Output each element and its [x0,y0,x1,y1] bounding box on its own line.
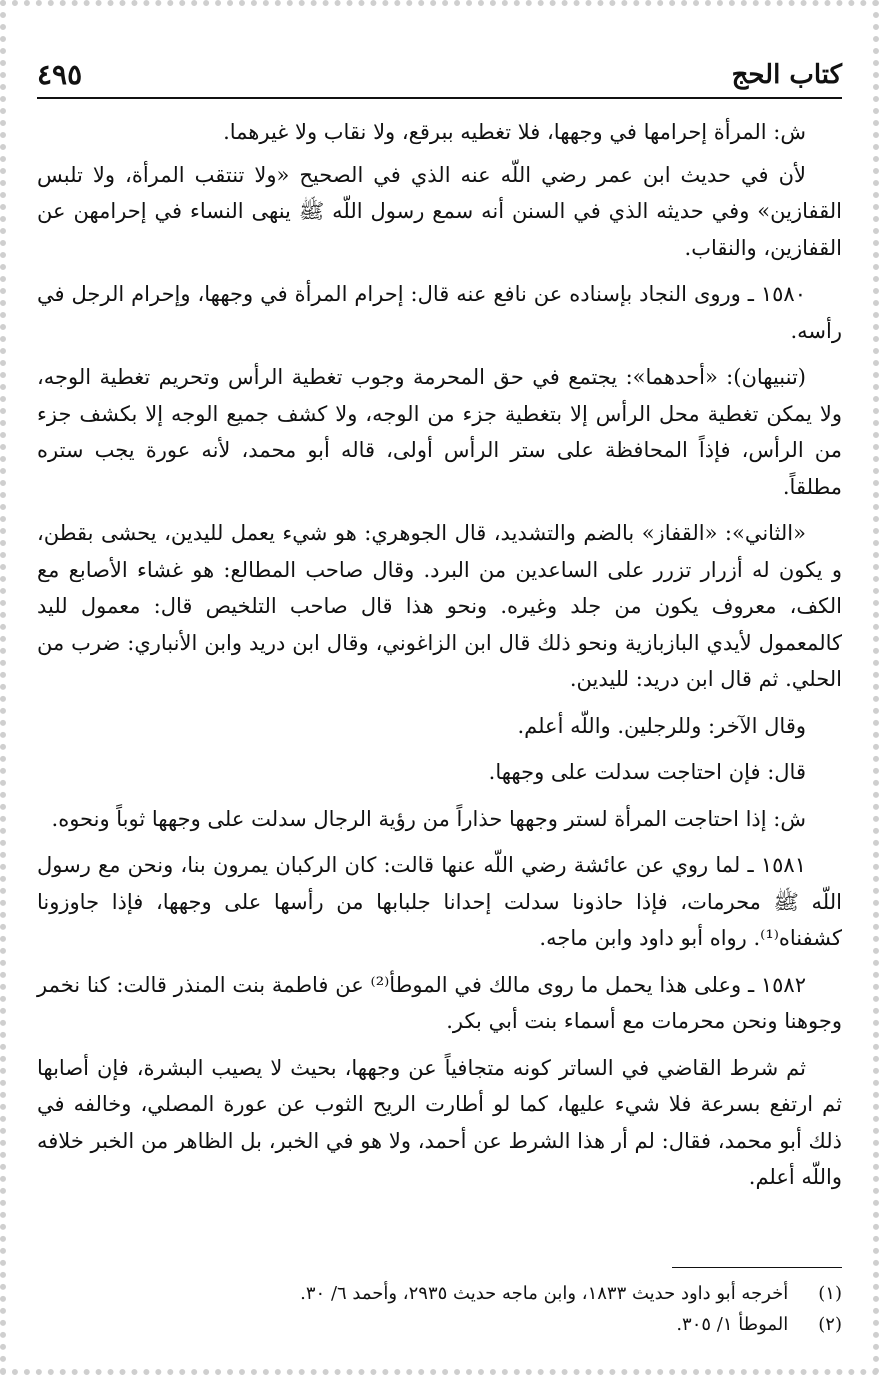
chapter-title: كتاب الحج [731,60,842,90]
paragraph-6: وقال الآخر: وللرجلين. واللّه أعلم. [517,713,806,738]
paragraph-9: ١٥٨١ ـ لما روي عن عائشة رضي اللّه عنها قالت: كان الركبان يمرون بنا، ونحن مع رسول اللّه ﷺ محرمات، فإذا حاذونا سدلت إحدانا جلبابها من رأسها على وجهها، فإذا جاوزونا كشفناه⁽¹⁾. رواه أبو داود وابن ماجه. [37,853,842,950]
page-header [37,56,842,96]
page-number: ٤٩٥ [37,58,83,91]
paragraph-2: لأن في حديث ابن عمر رضي اللّه عنه الذي في الصحيح «ولا تنتقب المرأة، ولا تلبس القفازين» وفي حديثه الذي في السنن أنه سمع رسول اللّه ﷺ ينهى النساء في إحرامهن عن القفازين، والنقاب. [37,162,842,260]
paragraph-3: ١٥٨٠ ـ وروى النجاد بإسناده عن نافع عنه قال: إحرام المرأة في وجهها، وإحرام الرجل في رأسه. [37,282,842,343]
paragraph-4: (تنبيهان): «أحدهما»: يجتمع في حق المحرمة وجوب تغطية الرأس وتحريم تغطية الوجه، ولا يمكن تغطية محل الرأس إلا بتغطية جزء من الوجه، ولا كشف جميع الوجه إلا بكشف جزء من الرأس، فإذاً المحافظة على ستر الرأس أولى، قاله أبو محمد، لأنه عورة يجب ستره مطلقاً. [37,365,842,499]
footnote-2 [37,1309,842,1340]
footnote-1 [37,1278,842,1309]
footnote-number: (٢) [818,1314,842,1335]
footnote-divider [672,1267,842,1268]
header-divider [37,97,842,99]
paragraph-10: ١٥٨٢ ـ وعلى هذا يحمل ما روى مالك في الموطأ⁽²⁾ عن فاطمة بنت المنذر قالت: كنا نخمر وجوهنا ونحن محرمات مع أسماء بنت أبي بكر. [37,972,842,1033]
footnotes [37,1278,842,1340]
paragraph-8: ش: إذا احتاجت المرأة لستر وجهها حذاراً من رؤية الرجال سدلت على وجهها ثوباً ونحوه. [51,806,806,831]
main-text [37,114,842,1206]
footnote-text: الموطأ ١/ ٣٠٥. [676,1314,789,1335]
paragraph-1: ش: المرأة إحرامها في وجهها، فلا تغطيه ببرقع، ولا نقاب ولا غيرهما. [223,120,806,144]
footnote-text: أخرجه أبو داود حديث ١٨٣٣، وابن ماجه حديث ٢٩٣٥، وأحمد ٦/ ٣٠. [300,1283,789,1304]
paragraph-11: ثم شرط القاضي في الساتر كونه متجافياً عن وجهها، بحيث لا يصيب البشرة، فإن أصابها ثم ارتفع بسرعة فلا شيء عليها، كما لو أطارت الريح الثوب عن عورة المصلي، وخالفه في ذلك أبو محمد، فقال: لم أر هذا الشرط عن أحمد، ولا هو في الخبر، بل الظاهر من الخبر خلافه واللّه أعلم. [37,1055,842,1189]
paragraph-5: «الثاني»: «القفاز» بالضم والتشديد، قال الجوهري: هو شيء يعمل لليدين، يحشى بقطن، و يكون له أزرار تزرر على الساعدين من البرد. وقال صاحب المطالع: هو غشاء الأصابع مع الكف، معروف يكون من جلد وغيره. ونحو هذا قال صاحب التلخيص قال: معمول لليد كالمعمول لأيدي البازبازية ونحو ذلك قال ابن الزاغوني، وقال ابن دريد وابن الأنباري: ضرب من الحلي. ثم قال ابن دريد: لليدين. [37,521,842,691]
footnote-number: (١) [818,1283,842,1304]
paragraph-7: قال: فإن احتاجت سدلت على وجهها. [488,760,806,784]
